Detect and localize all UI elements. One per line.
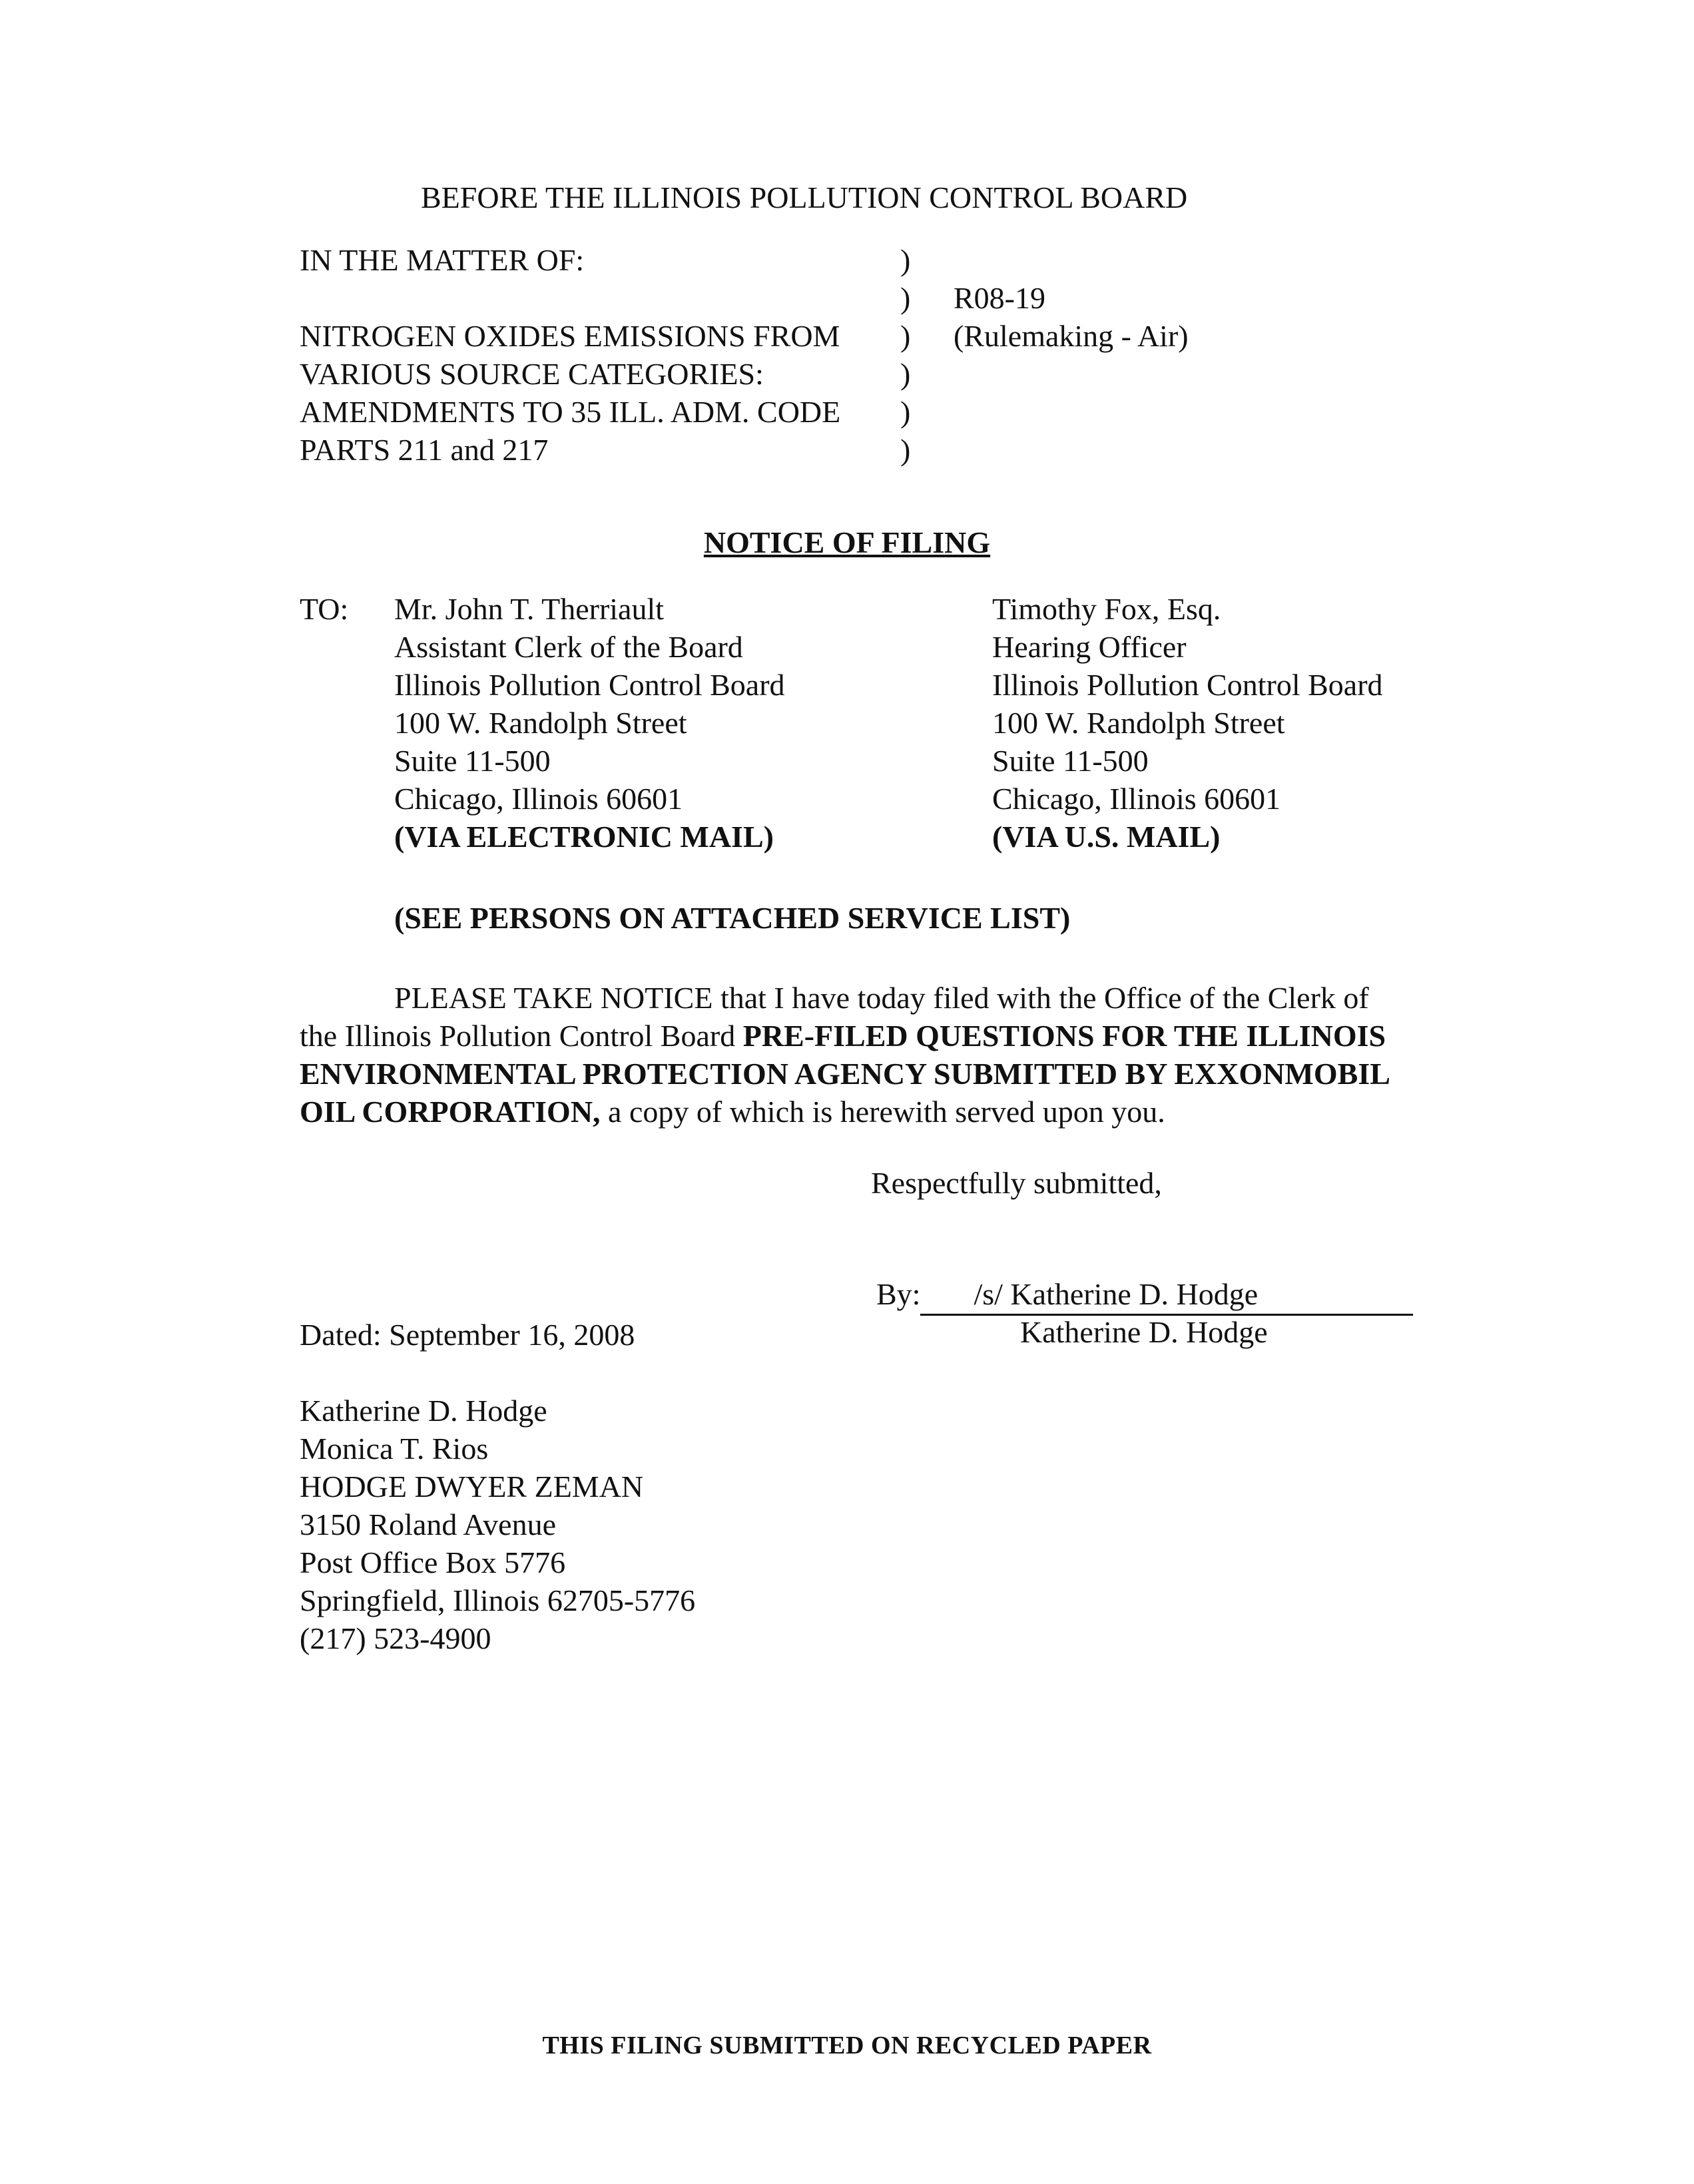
document-title-text: ENVIRONMENTAL PROTECTION AGENCY SUBMITTED BY EXXONMOBIL [300, 1057, 1390, 1091]
closing-text: Respectfully submitted, [871, 1166, 1162, 1200]
address-line: Mr. John T. Therriault [394, 592, 665, 626]
electronic-signature: /s/ Katherine D. Hodge [920, 1275, 1413, 1316]
caption-parentheses [900, 241, 910, 469]
document-title-text: PRE-FILED QUESTIONS FOR THE ILLINOIS [742, 1019, 1386, 1053]
attorney-line: Monica T. Rios [300, 1432, 489, 1466]
address-line: Chicago, Illinois 60601 [992, 782, 1281, 816]
address-line: Illinois Pollution Control Board [394, 668, 785, 702]
recipient-right [992, 590, 1383, 856]
caption-paren: ) [900, 357, 911, 391]
paragraph-line [300, 1093, 1492, 1131]
address-line: Hearing Officer [992, 630, 1187, 664]
attorney-line: 3150 Roland Avenue [300, 1507, 556, 1541]
to-label: TO: [300, 592, 349, 626]
attorney-line: Post Office Box 5776 [300, 1545, 566, 1579]
paragraph-line [300, 1017, 1492, 1055]
attorney-line: HODGE DWYER ZEMAN [300, 1470, 644, 1503]
address-line: Suite 11-500 [394, 744, 551, 778]
caption-paren: ) [900, 281, 911, 315]
filing-date: Dated: September 16, 2008 [300, 1318, 635, 1352]
court-heading: BEFORE THE ILLINOIS POLLUTION CONTROL BOARD [421, 180, 1188, 214]
address-line: Timothy Fox, Esq. [992, 592, 1221, 626]
caption-line [300, 279, 840, 317]
caption-docket [954, 279, 1189, 355]
delivery-method: (VIA ELECTRONIC MAIL) [394, 820, 774, 854]
signature-line [876, 1275, 1413, 1316]
recycled-paper-note: THIS FILING SUBMITTED ON RECYCLED PAPER [542, 2032, 1152, 2059]
signer-name: Katherine D. Hodge [1020, 1315, 1268, 1349]
address-line: 100 W. Randolph Street [992, 706, 1285, 740]
attorney-line: Katherine D. Hodge [300, 1394, 547, 1428]
caption-paren: ) [900, 433, 911, 467]
recipient-left [394, 590, 785, 856]
caption-line: VARIOUS SOURCE CATEGORIES: [300, 357, 764, 391]
delivery-method: (VIA U.S. MAIL) [992, 820, 1221, 854]
address-line: Chicago, Illinois 60601 [394, 782, 683, 816]
caption-paren: ) [900, 395, 911, 429]
docket-number: R08-19 [954, 281, 1045, 315]
caption-paren: ) [900, 319, 911, 353]
caption-paren: ) [900, 243, 911, 277]
address-line: Suite 11-500 [992, 744, 1149, 778]
caption-line: NITROGEN OXIDES EMISSIONS FROM [300, 319, 840, 353]
paragraph-text: a copy of which is herewith served upon you. [600, 1095, 1165, 1129]
service-list-note: (SEE PERSONS ON ATTACHED SERVICE LIST) [394, 901, 1071, 935]
paragraph-text: the Illinois Pollution Control Board [300, 1019, 743, 1053]
address-line: Illinois Pollution Control Board [992, 668, 1383, 702]
document-title-text: OIL CORPORATION, [300, 1095, 601, 1129]
attorney-line: Springfield, Illinois 62705-5776 [300, 1583, 696, 1617]
attorney-block [300, 1392, 695, 1657]
address-line: Assistant Clerk of the Board [394, 630, 743, 664]
by-label: By: [876, 1277, 921, 1311]
caption-line: PARTS 211 and 217 [300, 433, 549, 467]
address-line: 100 W. Randolph Street [394, 706, 687, 740]
attorney-line: (217) 523-4900 [300, 1621, 491, 1655]
caption-matter [300, 241, 840, 469]
paragraph-line: PLEASE TAKE NOTICE that I have today filed with the Office of the Clerk of [394, 981, 1369, 1015]
caption-line: IN THE MATTER OF: [300, 243, 585, 277]
notice-title: NOTICE OF FILING [703, 525, 991, 559]
notice-paragraph [300, 979, 1492, 1131]
docket-type: (Rulemaking - Air) [954, 319, 1189, 353]
caption-line: AMENDMENTS TO 35 ILL. ADM. CODE [300, 395, 841, 429]
